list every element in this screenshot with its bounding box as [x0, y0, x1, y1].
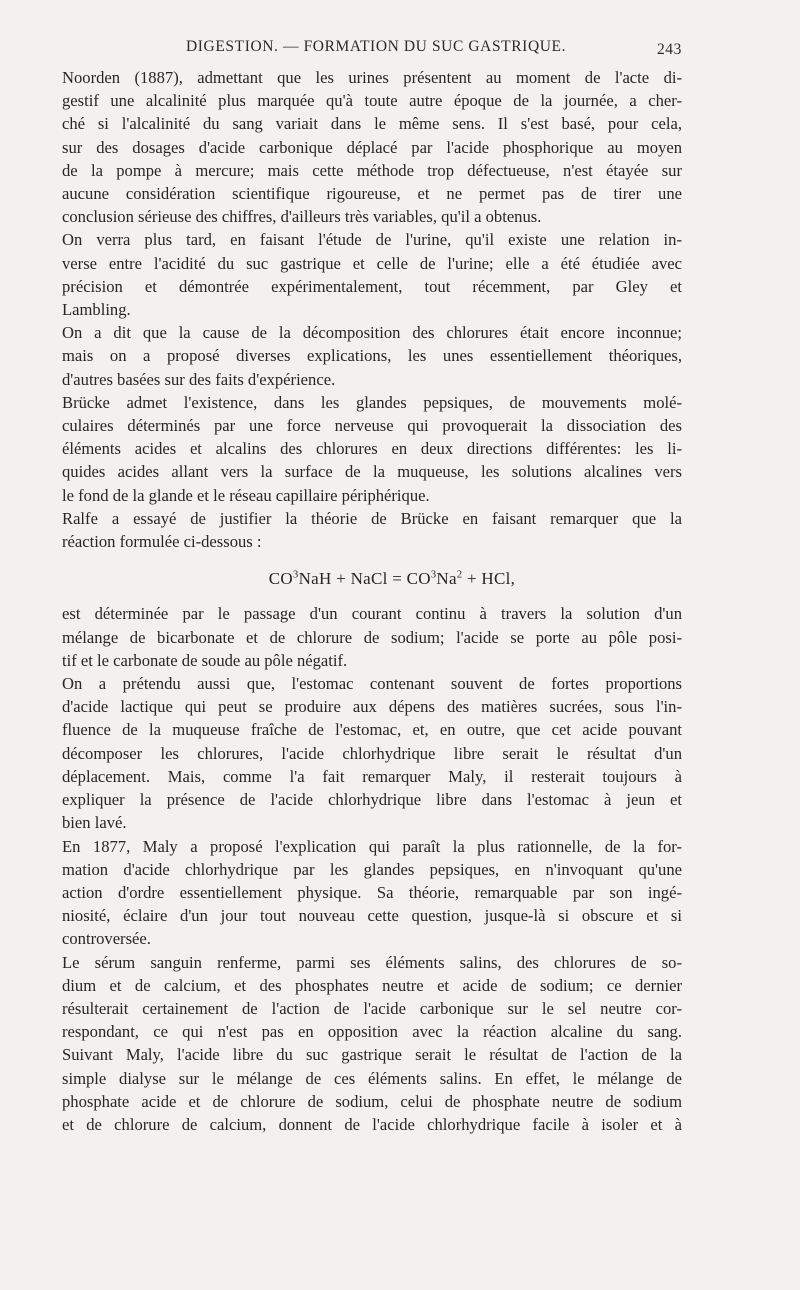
text-line: ché si l'alcalinité du sang variait dans le même sens. Il s'est basé, pour cela, — [62, 114, 682, 134]
paragraph — [62, 391, 682, 507]
text-line: On a dit que la cause de la décomposition des chlorures était encore inconnue; — [62, 323, 682, 343]
page-number: 243 — [656, 41, 682, 58]
text-line: et de chlorure de calcium, donnent de l'acide chlorhydrique facile à isoler et à — [62, 1114, 682, 1134]
text-line: Brücke admet l'existence, dans les glandes pepsiques, de mouvements molé- — [62, 392, 682, 412]
text-line: verse entre l'acidité du suc gastrique et celle de l'urine; elle a été étudiée avec — [62, 253, 682, 273]
text-line: le fond de la glande et le réseau capillaire périphérique. — [62, 485, 430, 505]
formula-part: CO — [268, 569, 294, 589]
text-line: éléments acides et alcalins des chlorures en deux directions différentes: les li- — [62, 439, 682, 459]
text-line: aucune considération scientifique rigoureuse, et ne permet pas de tirer une — [62, 184, 682, 204]
text-line: expliquer la présence de l'acide chlorhydrique libre dans l'estomac à jeun et — [62, 790, 682, 810]
paragraph — [62, 228, 682, 321]
paragraph — [62, 602, 682, 672]
text-line: décomposer les chlorures, l'acide chlorhydrique libre serait le résultat d'un — [62, 743, 682, 763]
formula-superscript: 3 — [430, 569, 437, 581]
text-line: quides acides allant vers la surface de la muqueuse, les solutions alcalines vers — [62, 462, 682, 482]
paragraph — [62, 672, 682, 834]
text-line: culaires déterminés par une force nerveuse qui provoquerait la dissociation des — [62, 416, 682, 436]
paragraph — [62, 507, 682, 553]
text-line: Noorden (1887), admettant que les urines présentent au moment de l'acte di- — [62, 68, 682, 87]
paragraph — [62, 321, 682, 391]
running-title: DIGESTION. — FORMATION DU SUC GASTRIQUE. — [186, 38, 567, 55]
chemical-formula — [62, 567, 682, 590]
text-line: On verra plus tard, en faisant l'étude de l'urine, qu'il existe une relation in- — [62, 230, 682, 250]
text-line: est déterminée par le passage d'un courant continu à travers la solution d'un — [62, 604, 682, 624]
text-line: conclusion sérieuse des chiffres, d'ailleurs très variables, qu'il a obtenus. — [62, 207, 542, 227]
text-line: En 1877, Maly a proposé l'explication qui paraît la plus rationnelle, de la for- — [62, 836, 682, 856]
formula-part: + HCl, — [462, 569, 516, 589]
paragraph — [62, 835, 682, 951]
text-line: fluence de la muqueuse fraîche de l'estomac, et, en outre, que cet acide pouvant — [62, 720, 682, 740]
text-line: Suivant Maly, l'acide libre du suc gastrique serait le résultat de l'action de la — [62, 1045, 682, 1065]
text-line: Lambling. — [62, 300, 131, 320]
text-line: Le sérum sanguin renferme, parmi ses éléments salins, des chlorures de so- — [62, 952, 682, 972]
text-line: réaction formulée ci-dessous : — [62, 532, 262, 552]
text-line: phosphate acide et de chlorure de sodium, celui de phosphate neutre de sodium — [62, 1091, 682, 1111]
text-line: d'acide lactique qui peut se produire aux dépens des matières sucrées, sous l'in- — [62, 697, 682, 717]
running-header — [62, 38, 680, 62]
text-line: précision et démontrée expérimentalement, tout récemment, par Gley et — [62, 276, 682, 296]
paragraph — [62, 66, 682, 228]
text-line: d'autres basées sur des faits d'expérience. — [62, 369, 336, 389]
text-line: mélange de bicarbonate et de chlorure de sodium; l'acide se porte au pôle posi- — [62, 627, 682, 647]
text-line: On a prétendu aussi que, l'estomac contenant souvent de fortes proportions — [62, 674, 682, 694]
text-line: sur des dosages d'acide carbonique déplacé par l'acide phosphorique au moyen — [62, 137, 682, 157]
text-line: action d'ordre essentiellement physique. Sa théorie, remarquable par son ingé- — [62, 882, 682, 902]
text-line: controversée. — [62, 929, 151, 949]
formula-part: NaH + NaCl = CO — [298, 569, 431, 589]
text-line: niosité, éclaire d'un jour tout nouveau cette question, jusque-là si obscure et si — [62, 906, 682, 926]
formula-superscript: 3 — [293, 569, 299, 581]
text-line: simple dialyse sur le mélange de ces éléments salins. En effet, le mélange de — [62, 1068, 682, 1088]
text-line: respondant, ce qui n'est pas en opposition avec la réaction alcaline du sang. — [62, 1022, 682, 1042]
text-line: de la pompe à mercure; mais cette méthode trop défectueuse, n'est étayée sur — [62, 160, 682, 180]
text-line: dium et de calcium, et des phosphates neutre et acide de sodium; ce dernier — [62, 975, 682, 995]
paragraph — [62, 951, 682, 1137]
text-line: mais on a proposé diverses explications, les unes essentiellement théoriques, — [62, 346, 682, 366]
text-line: résulterait certainement de l'action de l'acide carbonique sur le sel neutre cor- — [62, 998, 682, 1018]
body-text — [62, 66, 682, 1136]
text-line: mation d'acide chlorhydrique par les glandes pepsiques, en n'invoquant qu'une — [62, 859, 682, 879]
text-line: tif et le carbonate de soude au pôle négatif. — [62, 650, 348, 670]
text-line: Ralfe a essayé de justifier la théorie de Brücke en faisant remarquer que la — [62, 508, 682, 528]
formula-superscript: 2 — [456, 569, 463, 581]
formula-part: Na — [436, 569, 457, 589]
text-line: gestif une alcalinité plus marquée qu'à toute autre époque de la journée, a cher- — [62, 91, 682, 111]
text-line: déplacement. Mais, comme l'a fait remarquer Maly, il resterait toujours à — [62, 766, 682, 786]
text-line: bien lavé. — [62, 813, 127, 833]
